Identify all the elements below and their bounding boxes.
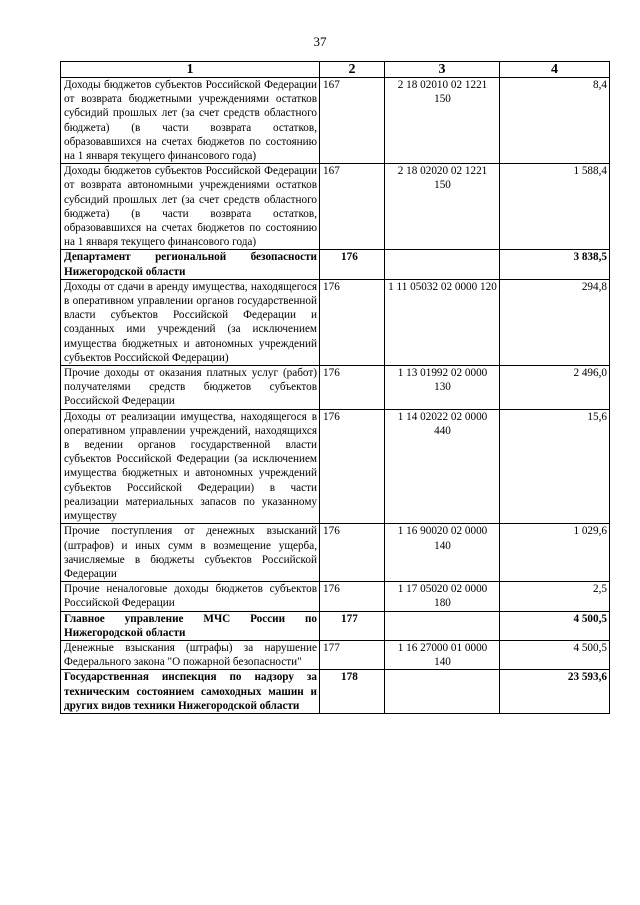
row-amount: 4 500,5 bbox=[500, 640, 610, 669]
row-description: Прочие неналоговые доходы бюджетов субъектов Российской Федерации bbox=[61, 582, 320, 611]
table-row bbox=[61, 582, 610, 611]
row-description: Главное управление МЧС России по Нижегородской области bbox=[61, 611, 320, 640]
row-kbk-code bbox=[385, 250, 500, 279]
row-amount: 294,8 bbox=[500, 279, 610, 365]
row-kbk-code: 2 18 02020 02 1221 150 bbox=[385, 164, 500, 250]
row-admin-code: 176 bbox=[320, 279, 385, 365]
row-kbk-code: 1 17 05020 02 0000 180 bbox=[385, 582, 500, 611]
row-description: Доходы бюджетов субъектов Российской Федерации от возврата бюджетными учреждениями остатков субсидий прошлых лет (за счет средств областного бюджета) (в части возврата остатков, образовавшихся на счетах бюджетов по состоянию на 1 января текущего финансового года) bbox=[61, 78, 320, 164]
row-kbk-code bbox=[385, 670, 500, 714]
header-col-2: 2 bbox=[320, 62, 385, 78]
table-row bbox=[61, 164, 610, 250]
row-description: Доходы от реализации имущества, находящегося в оперативном управлении учреждений, находящихся в ведении органов государственной власти субъектов Российской Федерации (за исключением имущества бюджетных и автономных учреждений субъектов Российской Федерации) в части реализации материальных запасов по указанному имуществу bbox=[61, 409, 320, 524]
row-amount: 2 496,0 bbox=[500, 366, 610, 410]
table-row bbox=[61, 366, 610, 410]
header-col-4: 4 bbox=[500, 62, 610, 78]
row-description: Прочие доходы от оказания платных услуг (работ) получателями средств бюджетов субъектов Российской Федерации bbox=[61, 366, 320, 410]
row-description: Прочие поступления от денежных взысканий (штрафов) и иных сумм в возмещение ущерба, зачисляемые в бюджеты субъектов Российской Федерации bbox=[61, 524, 320, 582]
table-row bbox=[61, 78, 610, 164]
header-col-1: 1 bbox=[61, 62, 320, 78]
row-admin-code: 167 bbox=[320, 164, 385, 250]
table-row-department bbox=[61, 611, 610, 640]
row-kbk-code: 1 13 01992 02 0000 130 bbox=[385, 366, 500, 410]
row-amount: 2,5 bbox=[500, 582, 610, 611]
row-kbk-code: 1 16 27000 01 0000 140 bbox=[385, 640, 500, 669]
row-kbk-code: 1 11 05032 02 0000 120 bbox=[385, 279, 500, 365]
row-admin-code: 178 bbox=[320, 670, 385, 714]
row-kbk-code: 1 16 90020 02 0000 140 bbox=[385, 524, 500, 582]
row-amount: 1 588,4 bbox=[500, 164, 610, 250]
row-kbk-code: 1 14 02022 02 0000 440 bbox=[385, 409, 500, 524]
row-admin-code: 176 bbox=[320, 366, 385, 410]
row-admin-code: 167 bbox=[320, 78, 385, 164]
row-amount: 4 500,5 bbox=[500, 611, 610, 640]
row-description: Денежные взыскания (штрафы) за нарушение Федерального закона "О пожарной безопасности" bbox=[61, 640, 320, 669]
header-row bbox=[61, 62, 610, 78]
table-row bbox=[61, 279, 610, 365]
row-admin-code: 176 bbox=[320, 582, 385, 611]
row-admin-code: 176 bbox=[320, 524, 385, 582]
budget-revenue-table bbox=[60, 61, 610, 714]
row-description: Департамент региональной безопасности Нижегородской области bbox=[61, 250, 320, 279]
page-number: 37 bbox=[313, 34, 327, 49]
table-row bbox=[61, 409, 610, 524]
row-amount: 3 838,5 bbox=[500, 250, 610, 279]
row-amount: 15,6 bbox=[500, 409, 610, 524]
row-description: Доходы от сдачи в аренду имущества, находящегося в оперативном управлении органов государственной власти субъектов Российской Федерации и созданных ими учреждений (за исключением имущества бюджетных и автономных учреждений субъектов Российской Федерации) bbox=[61, 279, 320, 365]
row-amount: 23 593,6 bbox=[500, 670, 610, 714]
row-admin-code: 177 bbox=[320, 611, 385, 640]
table-row-department bbox=[61, 670, 610, 714]
row-amount: 8,4 bbox=[500, 78, 610, 164]
row-admin-code: 177 bbox=[320, 640, 385, 669]
row-kbk-code bbox=[385, 611, 500, 640]
row-admin-code: 176 bbox=[320, 250, 385, 279]
table-row-department bbox=[61, 250, 610, 279]
row-description: Государственная инспекция по надзору за техническим состоянием самоходных машин и других видов техники Нижегородской области bbox=[61, 670, 320, 714]
row-description: Доходы бюджетов субъектов Российской Федерации от возврата автономными учреждениями остатков субсидий прошлых лет (за счет средств областного бюджета) (в части возврата остатков, образовавшихся на счетах бюджетов по состоянию на 1 января текущего финансового года) bbox=[61, 164, 320, 250]
row-admin-code: 176 bbox=[320, 409, 385, 524]
table-row bbox=[61, 524, 610, 582]
table-row bbox=[61, 640, 610, 669]
header-col-3: 3 bbox=[385, 62, 500, 78]
row-amount: 1 029,6 bbox=[500, 524, 610, 582]
row-kbk-code: 2 18 02010 02 1221 150 bbox=[385, 78, 500, 164]
